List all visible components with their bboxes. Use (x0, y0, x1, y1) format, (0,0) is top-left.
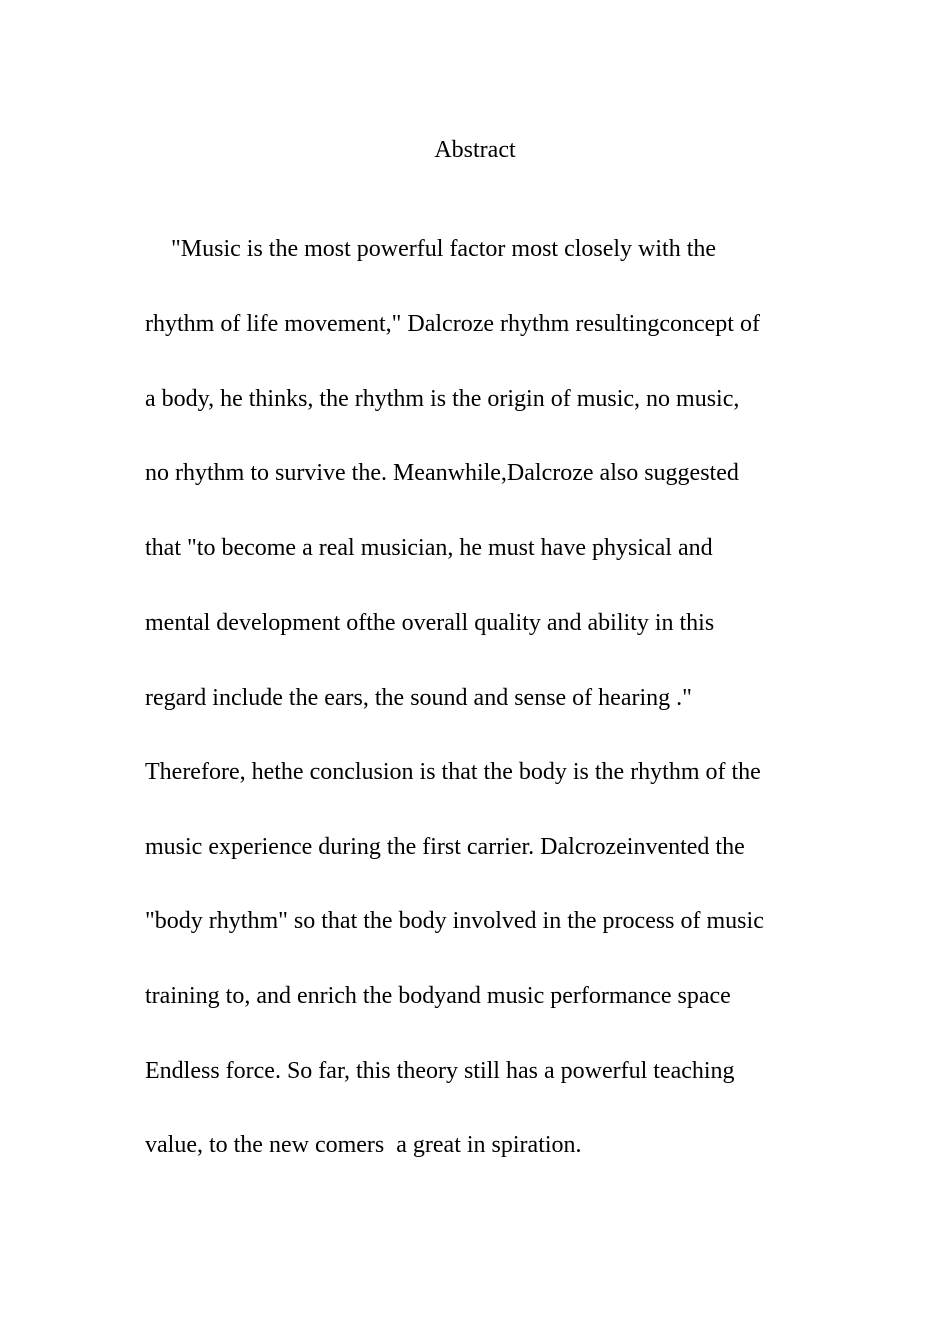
abstract-line: value, to the new comers a great in spiration. (145, 1132, 582, 1158)
abstract-line: no rhythm to survive the. Meanwhile,Dalcroze also suggested (145, 460, 739, 486)
abstract-line: Therefore, hethe conclusion is that the body is the rhythm of the (145, 759, 761, 785)
abstract-line: "body rhythm" so that the body involved in the process of music (145, 908, 764, 934)
abstract-line: Endless force. So far, this theory still has a powerful teaching (145, 1058, 735, 1084)
abstract-line: that "to become a real musician, he must have physical and (145, 535, 713, 561)
abstract-line: music experience during the first carrier. Dalcrozeinvented the (145, 834, 745, 860)
abstract-line: mental development ofthe overall quality and ability in this (145, 610, 715, 636)
abstract-title: Abstract (434, 137, 516, 163)
abstract-line: "Music is the most powerful factor most closely with the (171, 236, 717, 262)
abstract-line: rhythm of life movement," Dalcroze rhythm resultingconcept of (145, 311, 760, 337)
abstract-line: training to, and enrich the bodyand music performance space (145, 983, 731, 1009)
abstract-line: regard include the ears, the sound and sense of hearing ." (145, 685, 692, 711)
abstract-line: a body, he thinks, the rhythm is the origin of music, no music, (145, 386, 740, 412)
